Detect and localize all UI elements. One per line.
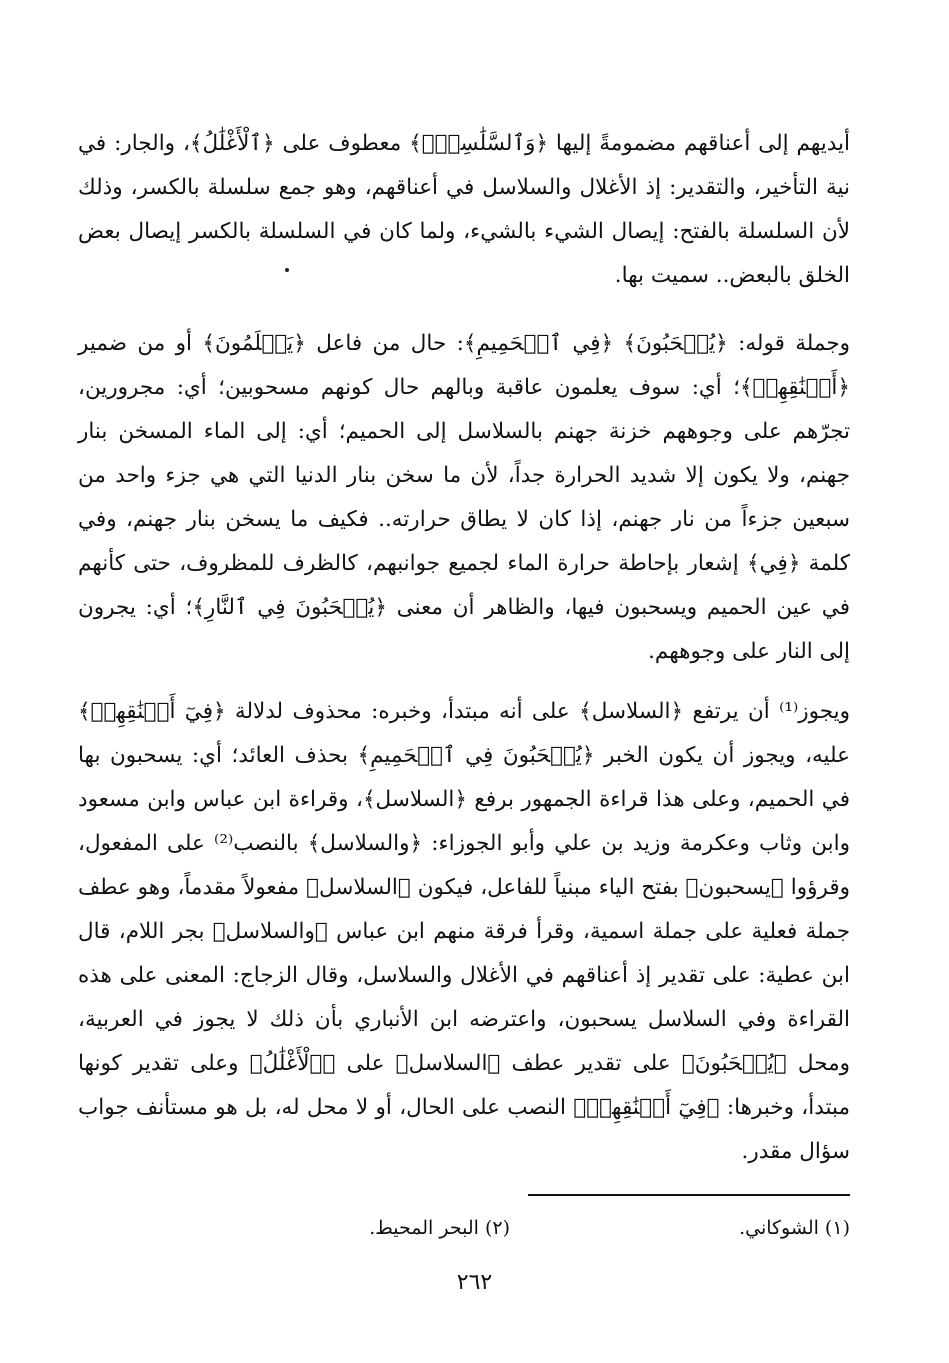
- page-number: ٢٦٢: [456, 1270, 493, 1295]
- paragraph-2: وجملة قوله: ﴿يُسۡحَبُونَ﴾ ﴿فِي ٱلۡحَمِيمِ﴾: حال من فاعل ﴿يَعۡلَمُونَ﴾ أو من ضمير ﴿أَعۡنَٰقِهِمۡ﴾؛ أي: سوف يعلمون عاقبة وبالهم حال كونهم مسحوبين؛ أي: مجرورين، تجرّهم على وجوههم خزنة جهنم بالسلاسل إلى الحميم؛ أي: إلى الماء المسخن بنار جهنم، ولا يكون إلا شديد الحرارة جداً، لأن ما سخن بنار الدنيا التي هي جزء واحد من سبعين جزءاً من نار جهنم، إذا كان لا يطاق حرارته.. فكيف ما يسخن بنار جهنم، وفي كلمة ﴿فِي﴾ إشعار بإحاطة حرارة الماء لجميع جوانبهم، كالظرف للمظروف، حتى كأنهم في عين الحميم ويسحبون فيها، والظاهر أن معنى ﴿يُسۡحَبُونَ فِي ٱلنَّارِ﴾؛ أي: يجرون إلى النار على وجوههم.: [78, 330, 850, 664]
- footnotes: [78, 1210, 850, 1246]
- stray-dot-mark: [285, 268, 289, 272]
- footnote-separator: [528, 1194, 850, 1196]
- paragraph-3: ويجوز⁽¹⁾ أن يرتفع ﴿السلاسل﴾ على أنه مبتدأ، وخبره: محذوف لدلالة ﴿فِيٓ أَعۡنَٰقِهِمۡ﴾ عليه، ويجوز أن يكون الخبر ﴿يُسۡحَبُونَ فِي ٱلۡحَمِيمِ﴾ بحذف العائد؛ أي: يسحبون بها في الحميم، وعلى هذا قراءة الجمهور برفع ﴿السلاسل﴾، وقراءة ابن عباس وابن مسعود وابن وثاب وعكرمة وزيد بن علي وأبو الجوزاء: ﴿والسلاسل﴾ بالنصب⁽²⁾ على المفعول، وقرؤوا ﴿يسحبون﴾ بفتح الياء مبنياً للفاعل، فيكون ﴿السلاسل﴾ مفعولاً مقدماً، وهو عطف جملة فعلية على جملة اسمية، وقرأ فرقة منهم ابن عباس ﴿والسلاسل﴾ بجر اللام، قال ابن عطية: على تقدير إذ أعناقهم في الأغلال والسلاسل، وقال الزجاج: المعنى على هذه القراءة وفي السلاسل يسحبون، واعترضه ابن الأنباري بأن ذلك لا يجوز في العربية، ومحل ﴿يُسۡحَبُونَ﴾ على تقدير عطف ﴿السلاسل﴾ على ﴿ٱلْأَغْلَٰلُ﴾ وعلى تقدير كونها مبتدأ، وخبرها: ﴿فِيٓ أَعۡنَٰقِهِمۡ﴾ النصب على الحال، أو لا محل له، بل هو مستأنف جواب سؤال مقدر.: [78, 698, 851, 1164]
- paragraph-1: أيديهم إلى أعناقهم مضمومةً إليها ﴿وَٱلسَّلَٰسِلُۚ﴾ معطوف على ﴿ٱلْأَغْلَٰلُ﴾، والجار: في نية التأخير، والتقدير: إذ الأغلال والسلاسل في أعناقهم، وهو جمع سلسلة بالكسر، وذلك لأن السلسلة بالفتح: إيصال الشيء بالشيء، ولما كان في السلسلة بالكسر إيصال بعض الخلق بالبعض.. سميت بها.: [78, 130, 850, 288]
- footnote-2: (٢) البحر المحيط.: [369, 1217, 510, 1239]
- footnote-1: (١) الشوكاني.: [739, 1217, 850, 1239]
